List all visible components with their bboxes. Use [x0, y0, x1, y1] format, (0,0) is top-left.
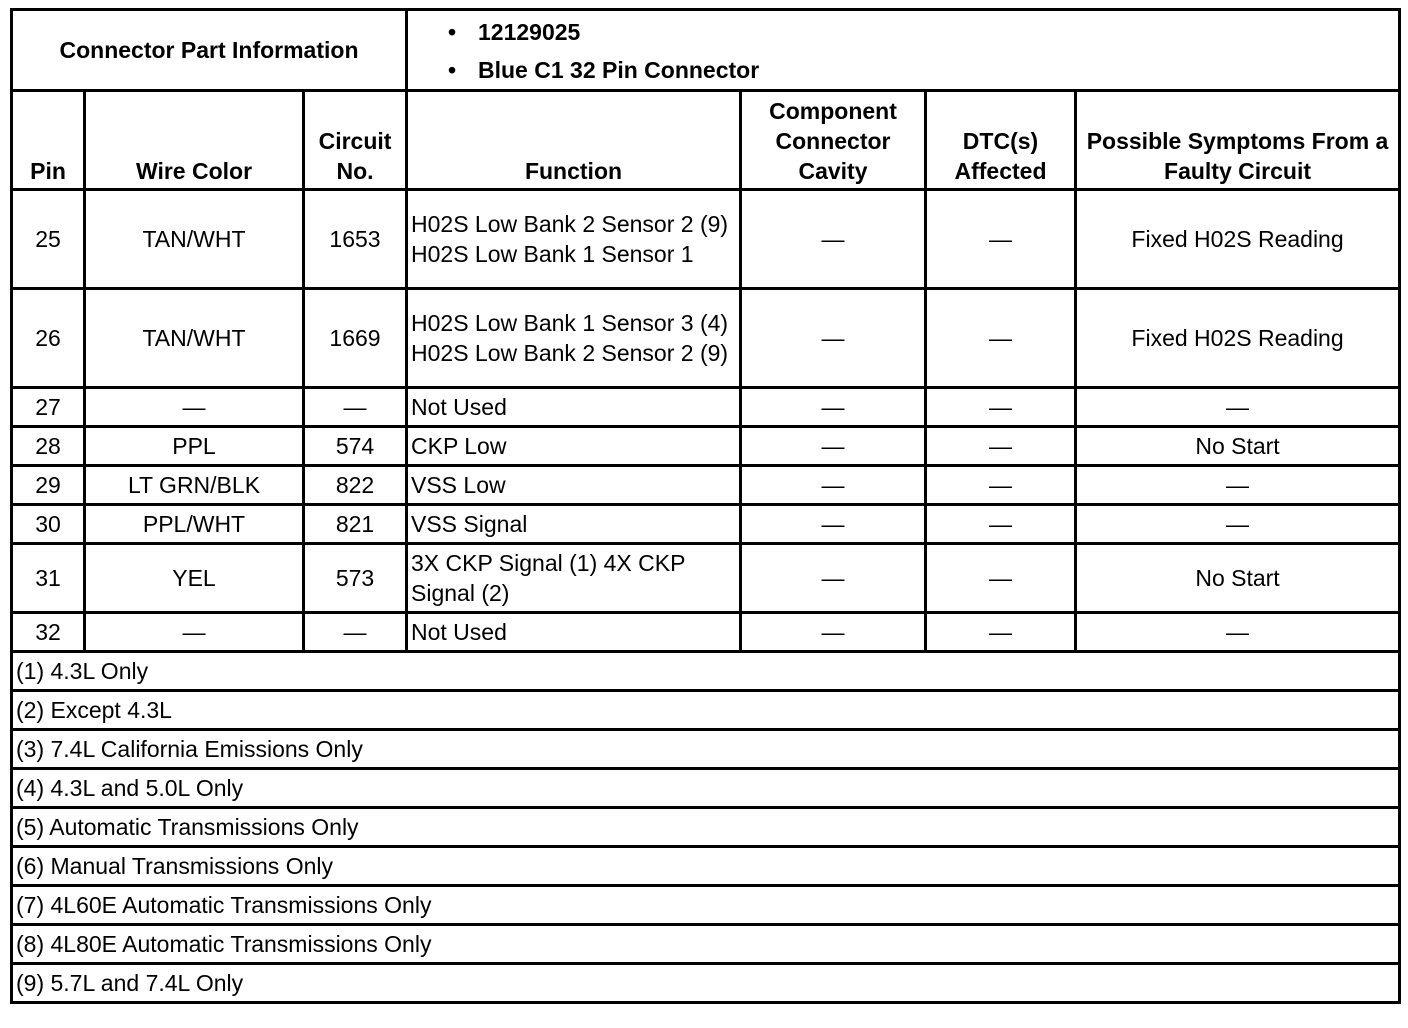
- footnote: (8) 4L80E Automatic Transmissions Only: [12, 925, 1400, 964]
- cavity-cell: —: [741, 466, 926, 505]
- col-header-symptoms: Possible Symptoms From a Faulty Circuit: [1076, 91, 1400, 190]
- dtc-cell: —: [926, 466, 1076, 505]
- footnote: (5) Automatic Transmissions Only: [12, 808, 1400, 847]
- table-row: [12, 544, 1400, 613]
- function-cell: H02S Low Bank 1 Sensor 3 (4) H02S Low Bank 2 Sensor 2 (9): [407, 289, 741, 388]
- pin-cell: 32: [12, 613, 85, 652]
- dtc-cell: —: [926, 505, 1076, 544]
- circuit-cell: 821: [304, 505, 407, 544]
- cavity-cell: —: [741, 613, 926, 652]
- footnote: (7) 4L60E Automatic Transmissions Only: [12, 886, 1400, 925]
- footnote-row: [12, 730, 1400, 769]
- table-row: [12, 466, 1400, 505]
- table-row: [12, 289, 1400, 388]
- connector-part-info-row: [12, 10, 1400, 91]
- circuit-cell: 1669: [304, 289, 407, 388]
- table-row: [12, 427, 1400, 466]
- col-header-function: Function: [407, 91, 741, 190]
- pin-cell: 25: [12, 190, 85, 289]
- part-number: • 12129025: [448, 13, 1398, 51]
- function-cell: Not Used: [407, 388, 741, 427]
- pin-cell: 31: [12, 544, 85, 613]
- wire-color-cell: —: [85, 613, 304, 652]
- symptom-cell: —: [1076, 466, 1400, 505]
- cavity-cell: —: [741, 427, 926, 466]
- cavity-cell: —: [741, 289, 926, 388]
- wire-color-cell: TAN/WHT: [85, 190, 304, 289]
- col-header-wire-color: Wire Color: [85, 91, 304, 190]
- footnote-row: [12, 925, 1400, 964]
- footnote-row: [12, 808, 1400, 847]
- symptom-cell: No Start: [1076, 427, 1400, 466]
- column-header-row: [12, 91, 1400, 190]
- wire-color-cell: —: [85, 388, 304, 427]
- connector-part-info-label: Connector Part Information: [12, 10, 407, 91]
- circuit-cell: 822: [304, 466, 407, 505]
- table-row: [12, 505, 1400, 544]
- footnote: (9) 5.7L and 7.4L Only: [12, 964, 1400, 1003]
- dtc-cell: —: [926, 544, 1076, 613]
- cavity-cell: —: [741, 505, 926, 544]
- circuit-cell: 574: [304, 427, 407, 466]
- circuit-cell: 1653: [304, 190, 407, 289]
- connector-table: [10, 8, 1401, 1004]
- function-cell: 3X CKP Signal (1) 4X CKP Signal (2): [407, 544, 741, 613]
- table-row: [12, 388, 1400, 427]
- circuit-cell: 573: [304, 544, 407, 613]
- col-header-pin: Pin: [12, 91, 85, 190]
- connector-description: • Blue C1 32 Pin Connector: [448, 51, 1398, 89]
- symptom-cell: —: [1076, 388, 1400, 427]
- symptom-cell: No Start: [1076, 544, 1400, 613]
- footnote-row: [12, 847, 1400, 886]
- footnote-row: [12, 652, 1400, 691]
- dtc-cell: —: [926, 427, 1076, 466]
- function-cell: CKP Low: [407, 427, 741, 466]
- footnote-row: [12, 691, 1400, 730]
- col-header-circuit: Circuit No.: [304, 91, 407, 190]
- symptom-cell: Fixed H02S Reading: [1076, 289, 1400, 388]
- wire-color-cell: PPL: [85, 427, 304, 466]
- wire-color-cell: LT GRN/BLK: [85, 466, 304, 505]
- dtc-cell: —: [926, 388, 1076, 427]
- col-header-cavity: Component Connector Cavity: [741, 91, 926, 190]
- footnote-row: [12, 886, 1400, 925]
- circuit-cell: —: [304, 388, 407, 427]
- function-cell: VSS Signal: [407, 505, 741, 544]
- footnote: (6) Manual Transmissions Only: [12, 847, 1400, 886]
- wire-color-cell: PPL/WHT: [85, 505, 304, 544]
- connector-part-info-values: [407, 10, 1400, 91]
- dtc-cell: —: [926, 289, 1076, 388]
- symptom-cell: Fixed H02S Reading: [1076, 190, 1400, 289]
- table-row: [12, 613, 1400, 652]
- dtc-cell: —: [926, 190, 1076, 289]
- circuit-cell: —: [304, 613, 407, 652]
- wire-color-cell: YEL: [85, 544, 304, 613]
- footnote-row: [12, 769, 1400, 808]
- function-cell: Not Used: [407, 613, 741, 652]
- symptom-cell: —: [1076, 613, 1400, 652]
- pin-cell: 28: [12, 427, 85, 466]
- pin-cell: 29: [12, 466, 85, 505]
- footnote-row: [12, 964, 1400, 1003]
- footnote: (1) 4.3L Only: [12, 652, 1400, 691]
- connector-table-sheet: [10, 8, 1398, 1004]
- symptom-cell: —: [1076, 505, 1400, 544]
- footnotes: [12, 652, 1400, 1003]
- footnote: (3) 7.4L California Emissions Only: [12, 730, 1400, 769]
- table-row: [12, 190, 1400, 289]
- pin-cell: 30: [12, 505, 85, 544]
- cavity-cell: —: [741, 388, 926, 427]
- wire-color-cell: TAN/WHT: [85, 289, 304, 388]
- footnote: (4) 4.3L and 5.0L Only: [12, 769, 1400, 808]
- pin-cell: 27: [12, 388, 85, 427]
- col-header-dtc: DTC(s) Affected: [926, 91, 1076, 190]
- pin-cell: 26: [12, 289, 85, 388]
- function-cell: VSS Low: [407, 466, 741, 505]
- function-cell: H02S Low Bank 2 Sensor 2 (9) H02S Low Bank 1 Sensor 1: [407, 190, 741, 289]
- cavity-cell: —: [741, 544, 926, 613]
- dtc-cell: —: [926, 613, 1076, 652]
- pin-rows: [12, 190, 1400, 652]
- cavity-cell: —: [741, 190, 926, 289]
- footnote: (2) Except 4.3L: [12, 691, 1400, 730]
